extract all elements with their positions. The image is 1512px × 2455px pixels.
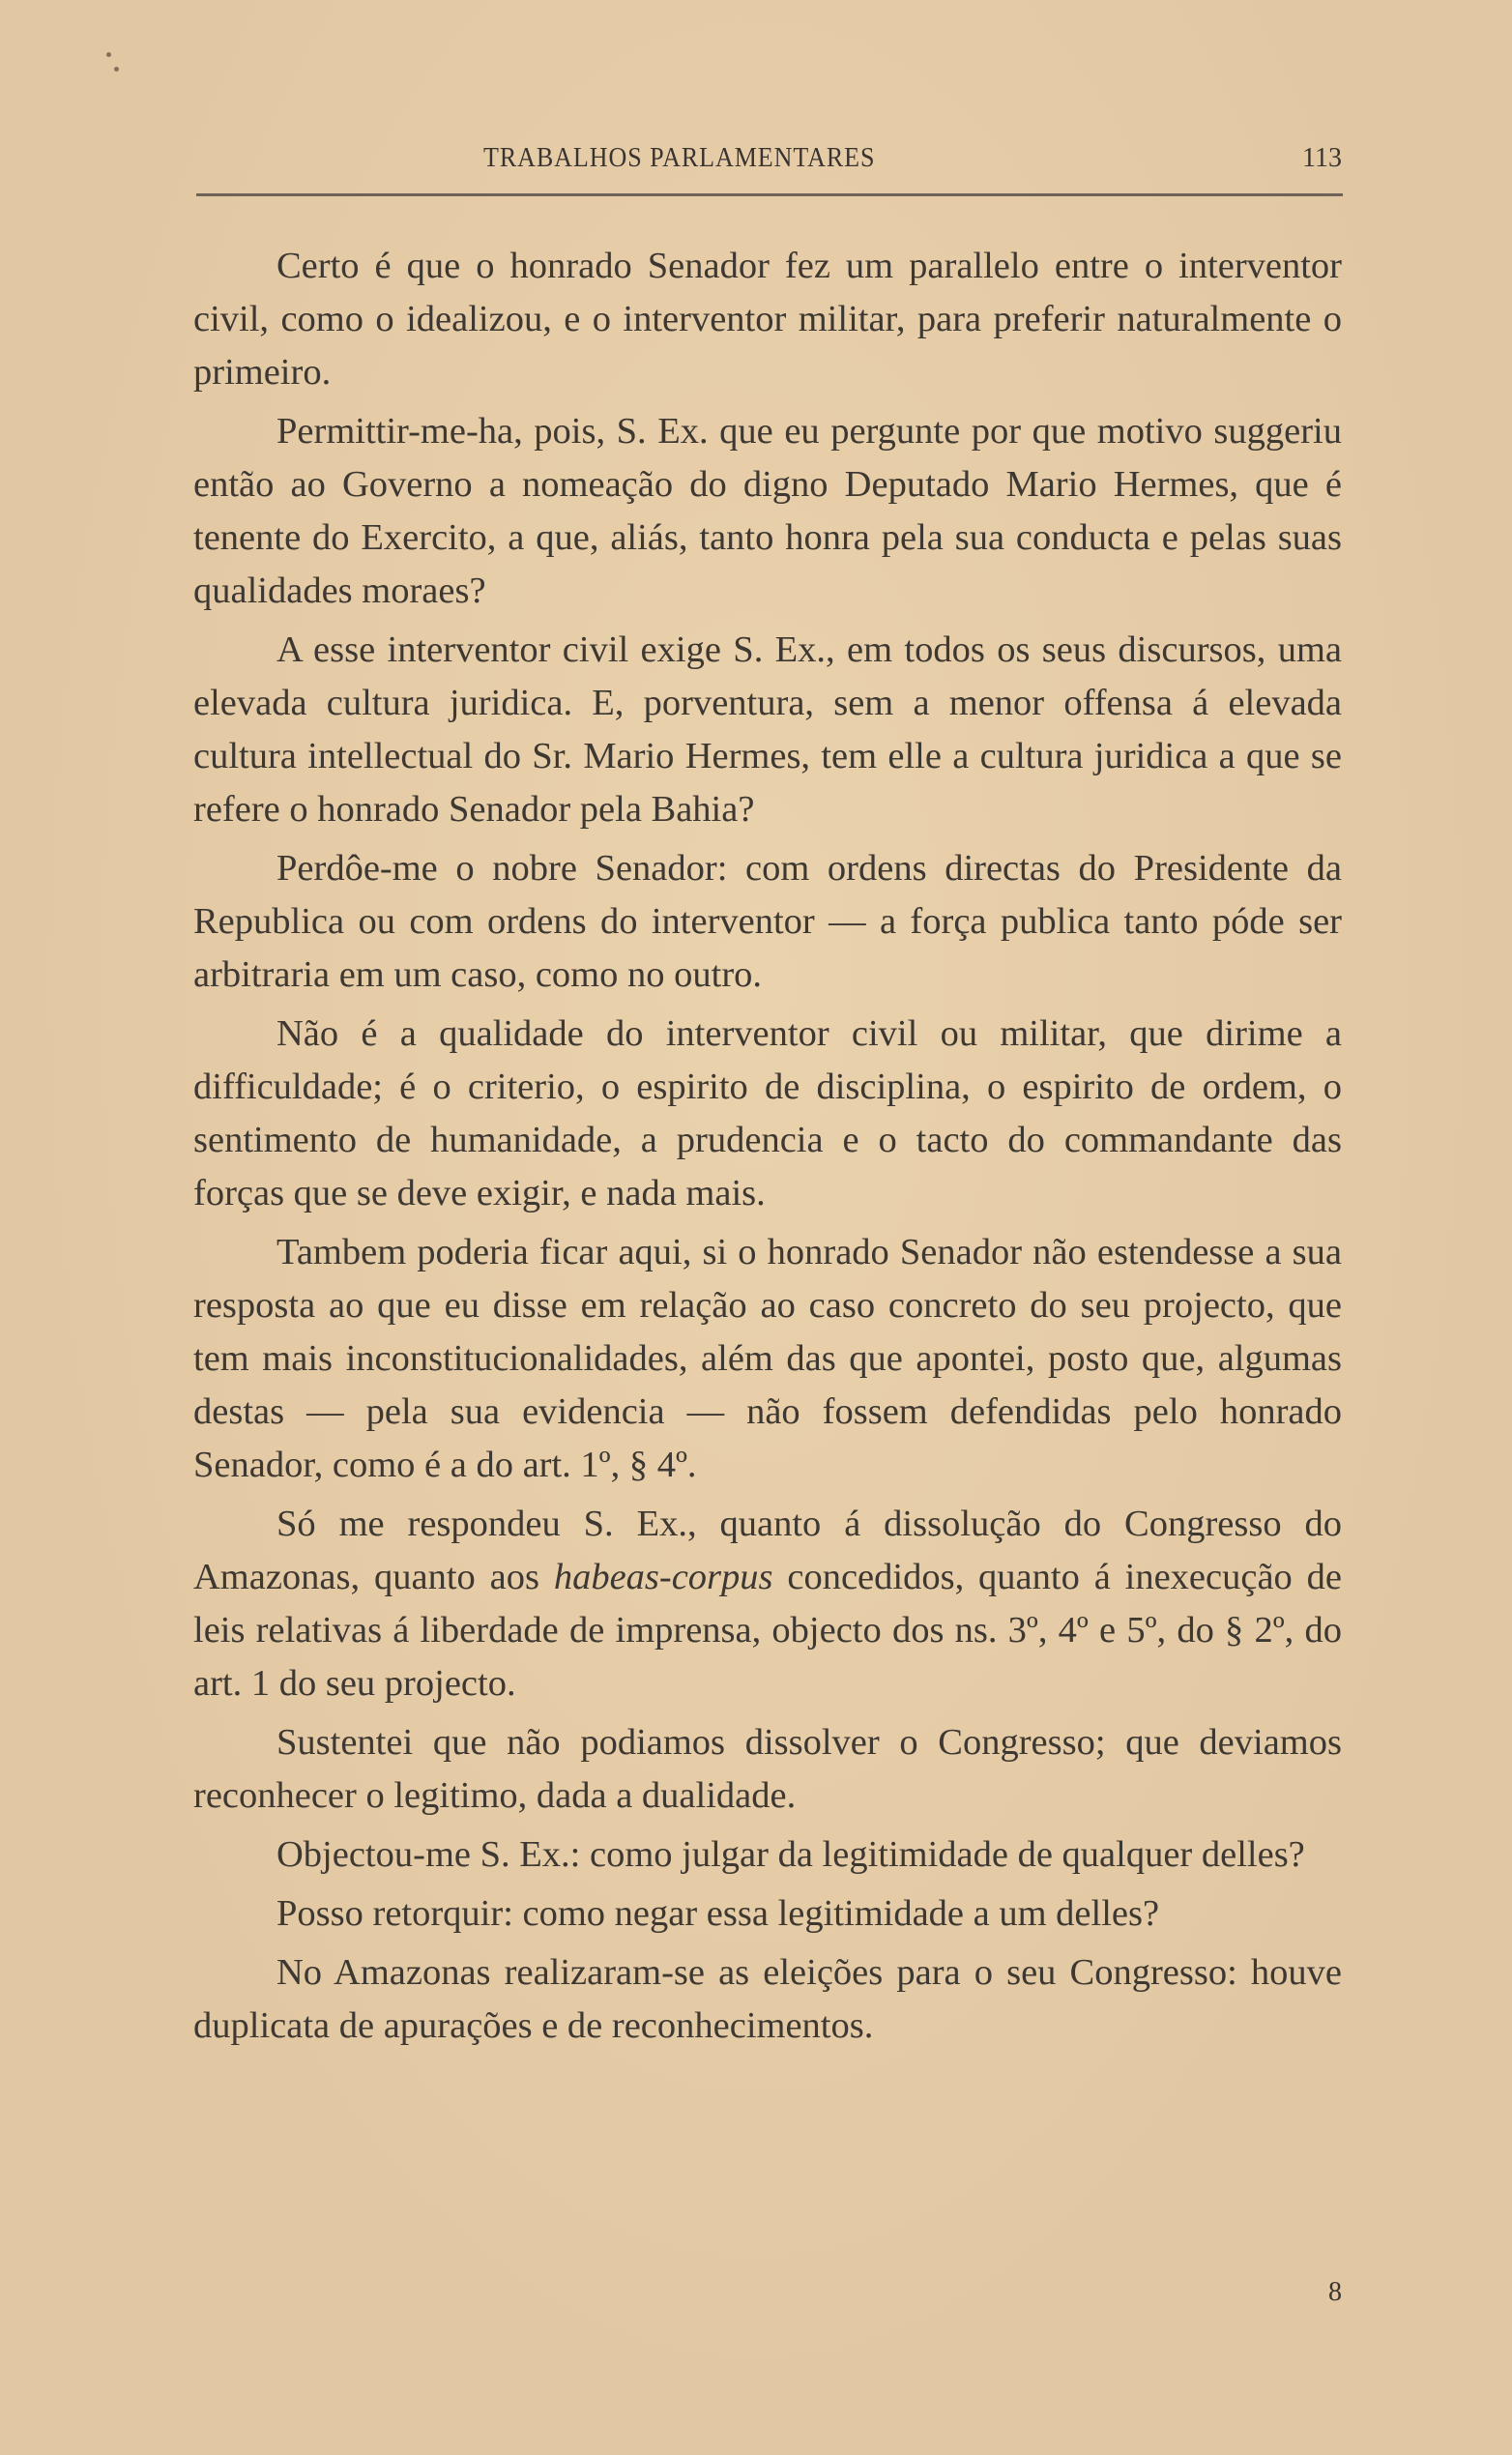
- paragraph: Certo é que o honrado Senador fez um parallelo entre o interventor civil, como o idealizou, e o interventor militar, para preferir naturalmente o primeiro.: [193, 246, 1342, 393]
- italic-term: habeas-corpus: [553, 1557, 773, 1597]
- paragraph: A esse interventor civil exige S. Ex., em todos os seus discursos, uma elevada cultura juridica. E, porventura, sem a menor offensa á elevada cultura intellectual do Sr. Mario Hermes, tem elle a cultura juridica a que se refere o honrado Senador pela Bahia?: [193, 629, 1342, 830]
- ink-speck: [106, 52, 111, 57]
- signature-mark: 8: [1328, 2277, 1342, 2307]
- body-text: [193, 240, 1342, 2059]
- paragraph: Não é a qualidade do interventor civil ou militar, que dirime a difficuldade; é o criterio, o espirito de disciplina, o espirito de ordem, o sentimento de humanidade, a prudencia e o tacto do commandante das forças que se deve exigir, e nada mais.: [193, 1013, 1342, 1213]
- page-header: [193, 143, 1342, 182]
- paragraph: Posso retorquir: como negar essa legitimidade a um delles?: [276, 1893, 1160, 1934]
- page-number: 113: [1302, 143, 1342, 173]
- header-rule: [196, 193, 1343, 196]
- paragraph: Tambem poderia ficar aqui, si o honrado Senador não estendesse a sua resposta ao que eu disse em relação ao caso concreto do seu projecto, que tem mais inconstitucionalidades, além das que apontei, posto que, algumas destas — pela sua evidencia — não fossem defendidas pelo honrado Senador, como é a do art. 1º, § 4º.: [193, 1232, 1342, 1485]
- paragraph-text: Só me respondeu S. Ex., quanto á dissolução do Congresso do Amazonas, quanto aos: [193, 1504, 1342, 1597]
- paragraph: Objectou-me S. Ex.: como julgar da legitimidade de qualquer delles?: [276, 1834, 1305, 1875]
- paragraph: Permittir-me-ha, pois, S. Ex. que eu pergunte por que motivo suggeriu então ao Governo a nomeação do digno Deputado Mario Hermes, que é tenente do Exercito, a que, aliás, tanto honra pela sua conducta e pelas suas qualidades moraes?: [193, 411, 1342, 611]
- paragraph: Perdôe-me o nobre Senador: com ordens directas do Presidente da Republica ou com ordens do interventor — a força publica tanto póde ser arbitraria em um caso, como no outro.: [193, 848, 1342, 995]
- paragraph-text: concedidos, quanto á inexecução de leis relativas á liberdade de imprensa, objecto dos ns. 3º, 4º e 5º, do § 2º, do art. 1 do seu projecto.: [193, 1557, 1342, 1704]
- paragraph: No Amazonas realizaram-se as eleições para o seu Congresso: houve duplicata de apurações e de reconhecimentos.: [193, 1952, 1342, 2046]
- ink-speck: [114, 67, 119, 72]
- running-head: TRABALHOS PARLAMENTARES: [483, 143, 876, 173]
- paragraph: Sustentei que não podiamos dissolver o Congresso; que deviamos reconhecer o legitimo, dada a dualidade.: [193, 1722, 1342, 1816]
- paragraph: [193, 1498, 1342, 1710]
